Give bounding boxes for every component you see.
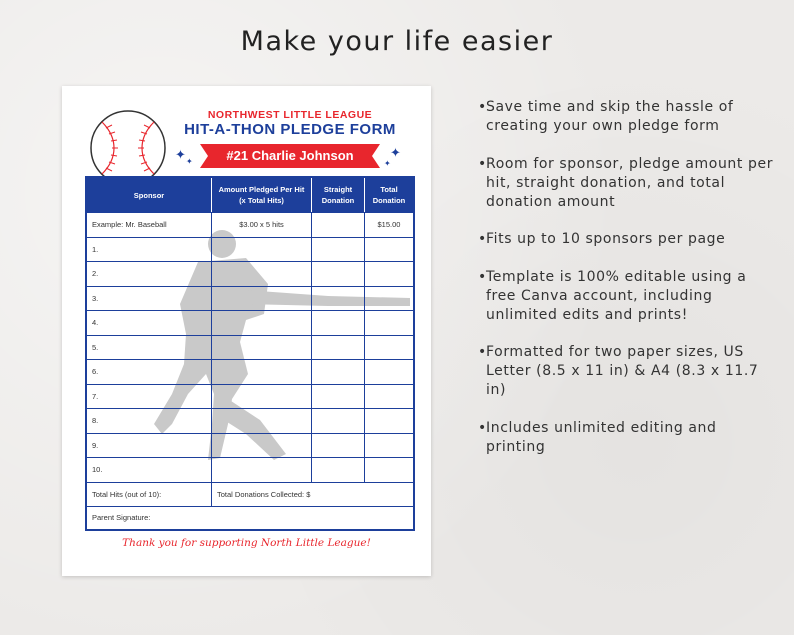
form-title: HIT-A-THON PLEDGE FORM bbox=[184, 121, 396, 138]
table-row bbox=[87, 237, 413, 262]
col-sponsor: Sponsor bbox=[133, 190, 165, 200]
feature-item: • Includes unlimited editing and printing bbox=[478, 419, 717, 455]
row-number: 7. bbox=[92, 391, 99, 401]
sparkle-icon: ✦ bbox=[384, 159, 391, 168]
feature-item: • Template is 100% editable using a free Canva account, including unlimited edits and prints! bbox=[478, 268, 747, 323]
sparkle-icon: ✦ bbox=[390, 146, 401, 161]
row-number: 8. bbox=[92, 416, 99, 426]
row-number: 1. bbox=[92, 244, 99, 254]
totals-row bbox=[87, 482, 413, 506]
feature-list bbox=[478, 98, 778, 475]
table-row bbox=[87, 286, 413, 311]
example-total: $15.00 bbox=[364, 213, 413, 237]
col-pledge: Amount Pledged Per Hit (x Total Hits) bbox=[211, 178, 311, 212]
col-total: Total Donation bbox=[364, 178, 413, 212]
row-number: 2. bbox=[92, 269, 99, 279]
example-straight bbox=[311, 213, 364, 237]
example-sponsor: Example: Mr. Baseball bbox=[92, 220, 167, 230]
headline: Make your life easier bbox=[240, 26, 554, 57]
feature-item: • Fits up to 10 sponsors per page bbox=[478, 231, 726, 247]
row-number: 10. bbox=[92, 465, 103, 475]
table-row bbox=[87, 433, 413, 458]
table-row bbox=[87, 457, 413, 482]
row-number: 6. bbox=[92, 367, 99, 377]
feature-item: • Room for sponsor, pledge amount per hit, straight donation, and total donation amount bbox=[478, 155, 774, 210]
col-straight: Straight Donation bbox=[311, 178, 364, 212]
row-number: 9. bbox=[92, 440, 99, 450]
player-name: #21 Charlie Johnson bbox=[226, 148, 354, 163]
row-number: 3. bbox=[92, 293, 99, 303]
signature-label: Parent Signature: bbox=[92, 513, 151, 522]
pledge-table bbox=[85, 176, 415, 531]
row-number: 4. bbox=[92, 318, 99, 328]
feature-item: • Formatted for two paper sizes, US Letter (8.5 x 11 in) & A4 (8.3 x 11.7 in) bbox=[478, 344, 759, 398]
row-number: 5. bbox=[92, 342, 99, 352]
table-row bbox=[87, 408, 413, 433]
signature-row bbox=[87, 506, 413, 529]
table-row bbox=[87, 310, 413, 335]
total-donations-label: Total Donations Collected: $ bbox=[211, 483, 413, 506]
table-row bbox=[87, 335, 413, 360]
sparkle-icon: ✦ bbox=[186, 157, 193, 166]
table-row bbox=[87, 384, 413, 409]
example-pledge: $3.00 x 5 hits bbox=[211, 213, 311, 237]
league-name: NORTHWEST LITTLE LEAGUE bbox=[207, 109, 373, 121]
example-row bbox=[87, 212, 413, 237]
table-row bbox=[87, 359, 413, 384]
total-hits-label: Total Hits (out of 10): bbox=[92, 489, 162, 499]
feature-item: • Save time and skip the hassle of creating your own pledge form bbox=[478, 99, 734, 134]
pledge-form-sheet bbox=[62, 86, 431, 576]
thank-you-note: Thank you for supporting North Little League! bbox=[122, 537, 371, 549]
sparkle-icon: ✦ bbox=[175, 148, 186, 163]
table-header bbox=[87, 178, 413, 212]
table-row bbox=[87, 261, 413, 286]
